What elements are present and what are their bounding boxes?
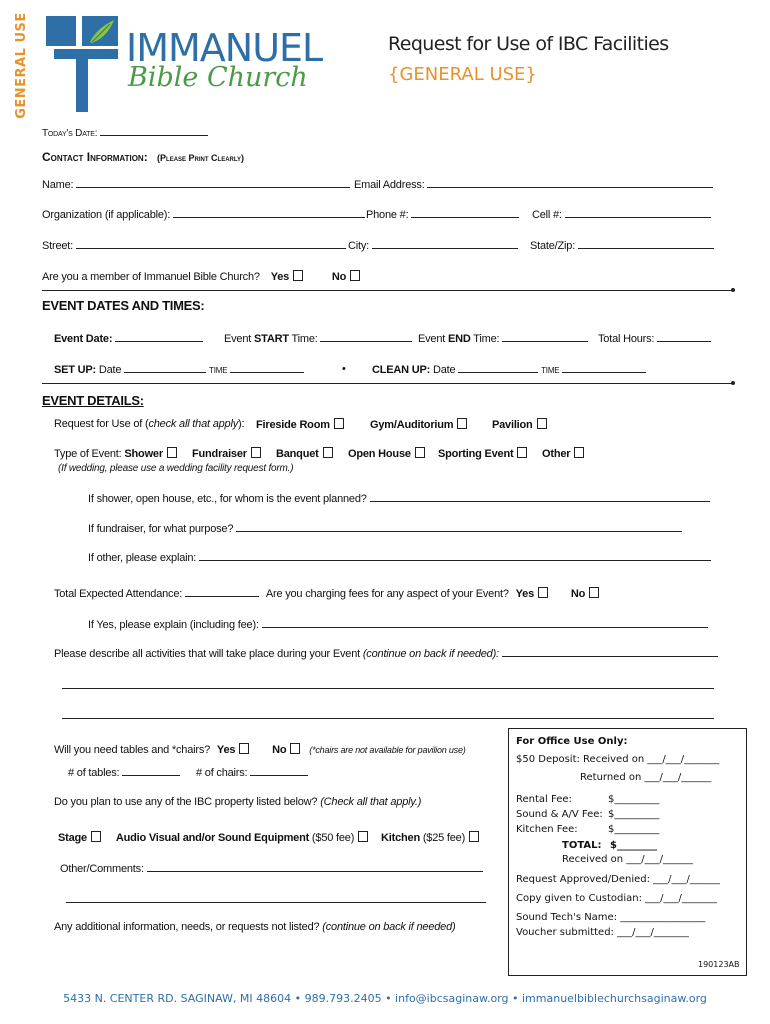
page-subtitle: {GENERAL USE} bbox=[388, 64, 537, 85]
cleanup-label: CLEAN UP: bbox=[372, 364, 431, 376]
tables-no-label: No bbox=[272, 744, 287, 756]
request-use-suffix: ): bbox=[238, 418, 245, 430]
describe-input-1[interactable] bbox=[502, 647, 718, 657]
office-rental-line: $_________ bbox=[608, 794, 660, 805]
fees-yes-label: Yes bbox=[515, 588, 535, 600]
name-input[interactable] bbox=[76, 178, 350, 188]
comments-input-1[interactable] bbox=[147, 862, 483, 872]
open-house-option bbox=[348, 447, 425, 460]
fees-no-checkbox[interactable] bbox=[589, 587, 599, 598]
additional-row bbox=[54, 921, 455, 933]
office-fee-labels bbox=[516, 792, 603, 837]
office-rental-fee: Rental Fee: bbox=[516, 794, 572, 805]
event-type-row bbox=[54, 447, 177, 460]
other-answer-input[interactable] bbox=[199, 551, 711, 561]
event-dates-heading: EVENT DATES AND TIMES: bbox=[42, 298, 205, 313]
num-tables-label: # of tables: bbox=[68, 767, 120, 779]
street-label: Street: bbox=[42, 240, 74, 252]
property-question bbox=[54, 796, 421, 808]
event-date-label: Event Date: bbox=[54, 333, 113, 345]
setup-date-label: Date bbox=[98, 364, 122, 376]
num-tables-input[interactable] bbox=[122, 766, 180, 776]
setup-row bbox=[54, 363, 304, 376]
fireside-checkbox[interactable] bbox=[334, 418, 344, 429]
attendance-row bbox=[54, 587, 599, 600]
form-code: 190123AB bbox=[698, 960, 740, 969]
comments-label: Other/Comments: bbox=[60, 863, 144, 875]
name-label: Name: bbox=[42, 179, 74, 191]
shower-label: Shower bbox=[124, 448, 163, 460]
comments-input-2[interactable] bbox=[66, 894, 486, 903]
office-total-label: TOTAL: bbox=[562, 840, 602, 851]
office-sound-line: $_________ bbox=[608, 809, 660, 820]
fundraiser-answer-input[interactable] bbox=[236, 522, 682, 532]
logo-subname: Bible Church bbox=[128, 62, 308, 93]
todays-date-row bbox=[42, 126, 208, 139]
other-question-row bbox=[88, 551, 711, 564]
describe-italic: (continue on back if needed): bbox=[362, 648, 499, 660]
fireside-label: Fireside Room bbox=[256, 419, 330, 431]
attendance-label: Total Expected Attendance: bbox=[54, 588, 183, 600]
city-label: City: bbox=[348, 240, 370, 252]
office-use-box bbox=[508, 728, 747, 976]
organization-row bbox=[42, 208, 365, 221]
todays-date-input[interactable] bbox=[100, 126, 208, 136]
fee-explain-input[interactable] bbox=[262, 618, 708, 628]
property-options-row bbox=[58, 831, 479, 844]
kitchen-fee: ($25 fee) bbox=[419, 832, 466, 844]
fundraiser-checkbox[interactable] bbox=[251, 447, 261, 458]
start-time-row bbox=[224, 332, 412, 345]
street-row bbox=[42, 239, 346, 252]
fundraiser-question: If fundraiser, for what purpose? bbox=[88, 523, 234, 535]
start-time-prefix: Event bbox=[224, 333, 254, 345]
phone-row bbox=[366, 208, 519, 221]
request-use-row bbox=[54, 418, 244, 430]
total-hours-input[interactable] bbox=[657, 332, 711, 342]
end-time-prefix: Event bbox=[418, 333, 448, 345]
city-input[interactable] bbox=[372, 239, 518, 249]
organization-input[interactable] bbox=[173, 208, 365, 218]
fireside-option bbox=[256, 418, 344, 431]
office-sound-tech: Sound Tech's Name: _________________ bbox=[516, 912, 706, 923]
num-chairs-row bbox=[196, 766, 308, 779]
banquet-option bbox=[276, 447, 333, 460]
fees-yes-checkbox[interactable] bbox=[538, 587, 548, 598]
describe-row bbox=[54, 647, 718, 660]
cell-row bbox=[532, 208, 711, 221]
end-time-input[interactable] bbox=[502, 332, 588, 342]
footer-address: 5433 N. CENTER RD. SAGINAW, MI 48604 • 989.793.2405 • info@ibcsaginaw.org • immanuelbiblechurchsaginaw.org bbox=[63, 992, 707, 1005]
member-yes-label: Yes bbox=[270, 271, 290, 283]
tables-question: Will you need tables and *chairs? bbox=[54, 744, 211, 756]
fundraiser-label: Fundraiser bbox=[192, 448, 247, 460]
office-deposit: $50 Deposit: Received on ___/___/_______ bbox=[516, 754, 720, 765]
end-time-suffix: Time: bbox=[470, 333, 500, 345]
banquet-checkbox[interactable] bbox=[323, 447, 333, 458]
email-label: Email Address: bbox=[354, 179, 425, 191]
additional-prefix: Any additional information, needs, or requests not listed? bbox=[54, 921, 323, 933]
todays-date-label: Today's Date: bbox=[42, 128, 98, 139]
pavilion-checkbox[interactable] bbox=[537, 418, 547, 429]
street-input[interactable] bbox=[76, 239, 346, 249]
office-returned: Returned on ___/___/______ bbox=[580, 772, 712, 783]
cleanup-date-label: Date bbox=[432, 364, 456, 376]
member-row bbox=[42, 270, 360, 283]
request-use-prefix: Request for Use of ( bbox=[54, 418, 149, 430]
total-hours-row bbox=[598, 332, 711, 345]
event-type-label: Type of Event: bbox=[54, 448, 122, 460]
contact-note: (Please Print Clearly) bbox=[157, 153, 244, 163]
chairs-note: (*chairs are not available for pavilion use) bbox=[309, 745, 466, 755]
setup-time-input[interactable] bbox=[230, 363, 304, 373]
shower-question: If shower, open house, etc., for whom is the event planned? bbox=[88, 493, 367, 505]
member-yes-checkbox[interactable] bbox=[293, 270, 303, 281]
sporting-label: Sporting Event bbox=[438, 448, 514, 460]
av-label: Audio Visual and/or Sound Equipment bbox=[115, 832, 310, 844]
fees-question: Are you charging fees for any aspect of your Event? bbox=[265, 588, 509, 600]
stage-label: Stage bbox=[58, 832, 87, 844]
setup-label: SET UP: bbox=[54, 364, 96, 376]
phone-label: Phone #: bbox=[366, 209, 409, 221]
describe-prefix: Please describe all activities that will take place during your Event bbox=[54, 648, 363, 660]
other-label: Other bbox=[542, 448, 571, 460]
fees-no-label: No bbox=[570, 588, 586, 600]
state-zip-label: State/Zip: bbox=[530, 240, 576, 252]
describe-input-3[interactable] bbox=[62, 710, 714, 719]
av-checkbox[interactable] bbox=[358, 831, 368, 842]
pavilion-option bbox=[492, 418, 547, 431]
phone-input[interactable] bbox=[411, 208, 519, 218]
property-question-prefix: Do you plan to use any of the IBC property listed below? bbox=[54, 796, 321, 808]
tables-yes-checkbox[interactable] bbox=[239, 743, 249, 754]
organization-label: Organization (if applicable): bbox=[42, 209, 171, 221]
request-use-italic: check all that apply bbox=[148, 418, 238, 430]
kitchen-checkbox[interactable] bbox=[469, 831, 479, 842]
describe-input-2[interactable] bbox=[62, 680, 714, 689]
num-tables-row bbox=[68, 766, 180, 779]
cell-label: Cell #: bbox=[532, 209, 562, 221]
start-time-bold: START bbox=[254, 333, 289, 345]
other-checkbox[interactable] bbox=[574, 447, 584, 458]
logo-name: IMMANUEL bbox=[126, 26, 323, 70]
fee-explain-label: If Yes, please explain (including fee): bbox=[88, 619, 259, 631]
email-field-row bbox=[354, 178, 713, 191]
office-fee-values bbox=[608, 792, 659, 837]
banquet-label: Banquet bbox=[276, 448, 319, 460]
office-sound-fee: Sound & A/V Fee: bbox=[516, 809, 603, 820]
member-question: Are you a member of Immanuel Bible Church? bbox=[42, 271, 260, 283]
tables-yes-label: Yes bbox=[216, 744, 236, 756]
setup-time-label: TIME bbox=[209, 366, 228, 375]
pavilion-label: Pavilion bbox=[492, 419, 533, 431]
attendance-input[interactable] bbox=[185, 587, 259, 597]
end-time-bold: END bbox=[448, 333, 471, 345]
sporting-checkbox[interactable] bbox=[517, 447, 527, 458]
bullet: • bbox=[342, 363, 346, 375]
property-question-italic: (Check all that apply.) bbox=[320, 796, 422, 808]
other-question: If other, please explain: bbox=[88, 552, 197, 564]
stage-checkbox[interactable] bbox=[91, 831, 101, 842]
office-voucher: Voucher submitted: ___/___/_______ bbox=[516, 927, 689, 938]
comments-row bbox=[60, 862, 483, 875]
cleanup-time-label: TIME bbox=[541, 366, 560, 375]
cell-input[interactable] bbox=[565, 208, 711, 218]
shower-question-row bbox=[88, 492, 710, 505]
gym-label: Gym/Auditorium bbox=[370, 419, 454, 431]
sporting-option bbox=[438, 447, 527, 460]
office-approved: Request Approved/Denied: ___/___/______ bbox=[516, 874, 720, 885]
gym-checkbox[interactable] bbox=[457, 418, 467, 429]
member-no-checkbox[interactable] bbox=[350, 270, 360, 281]
office-heading: For Office Use Only: bbox=[516, 736, 628, 747]
end-time-row bbox=[418, 332, 588, 345]
cleanup-date-input[interactable] bbox=[458, 363, 538, 373]
contact-heading: Contact Information: bbox=[42, 150, 148, 164]
cross-logo-icon bbox=[46, 16, 118, 112]
office-total-value: $________ bbox=[610, 840, 657, 851]
num-chairs-label: # of chairs: bbox=[196, 767, 248, 779]
other-option bbox=[542, 447, 584, 460]
start-time-suffix: Time: bbox=[288, 333, 318, 345]
state-zip-input[interactable] bbox=[578, 239, 714, 249]
wedding-note: (If wedding, please use a wedding facility request form.) bbox=[58, 463, 294, 474]
office-kitchen-line: $_________ bbox=[608, 824, 660, 835]
av-fee: ($50 fee) bbox=[309, 832, 355, 844]
tables-row bbox=[54, 743, 466, 756]
event-date-row bbox=[54, 332, 203, 345]
shower-answer-input[interactable] bbox=[370, 492, 710, 502]
total-hours-label: Total Hours: bbox=[598, 333, 655, 345]
office-custodian: Copy given to Custodian: ___/___/_______ bbox=[516, 893, 717, 904]
office-received-on: Received on ___/___/______ bbox=[562, 854, 694, 865]
divider bbox=[42, 290, 732, 291]
gym-option bbox=[370, 418, 467, 431]
fundraiser-option bbox=[192, 447, 261, 460]
state-zip-row bbox=[530, 239, 714, 252]
page-title: Request for Use of IBC Facilities bbox=[388, 33, 669, 55]
cleanup-row bbox=[372, 363, 646, 376]
member-no-label: No bbox=[331, 271, 347, 283]
email-input[interactable] bbox=[427, 178, 713, 188]
office-kitchen-fee: Kitchen Fee: bbox=[516, 824, 578, 835]
shower-checkbox[interactable] bbox=[167, 447, 177, 458]
setup-date-input[interactable] bbox=[124, 363, 206, 373]
cleanup-time-input[interactable] bbox=[562, 363, 646, 373]
num-chairs-input[interactable] bbox=[250, 766, 308, 776]
open-house-label: Open House bbox=[348, 448, 411, 460]
contact-heading-row bbox=[42, 150, 244, 164]
fee-explain-row bbox=[88, 618, 708, 631]
start-time-input[interactable] bbox=[320, 332, 412, 342]
name-field-row bbox=[42, 178, 350, 191]
city-row bbox=[348, 239, 518, 252]
event-date-input[interactable] bbox=[115, 332, 203, 342]
side-label: GENERAL USE bbox=[13, 12, 29, 119]
fundraiser-question-row bbox=[88, 522, 682, 535]
divider bbox=[42, 383, 732, 384]
additional-italic: (continue on back if needed) bbox=[322, 921, 456, 933]
tables-no-checkbox[interactable] bbox=[290, 743, 300, 754]
kitchen-label: Kitchen bbox=[381, 832, 420, 844]
open-house-checkbox[interactable] bbox=[415, 447, 425, 458]
event-details-heading: EVENT DETAILS: bbox=[42, 393, 144, 408]
